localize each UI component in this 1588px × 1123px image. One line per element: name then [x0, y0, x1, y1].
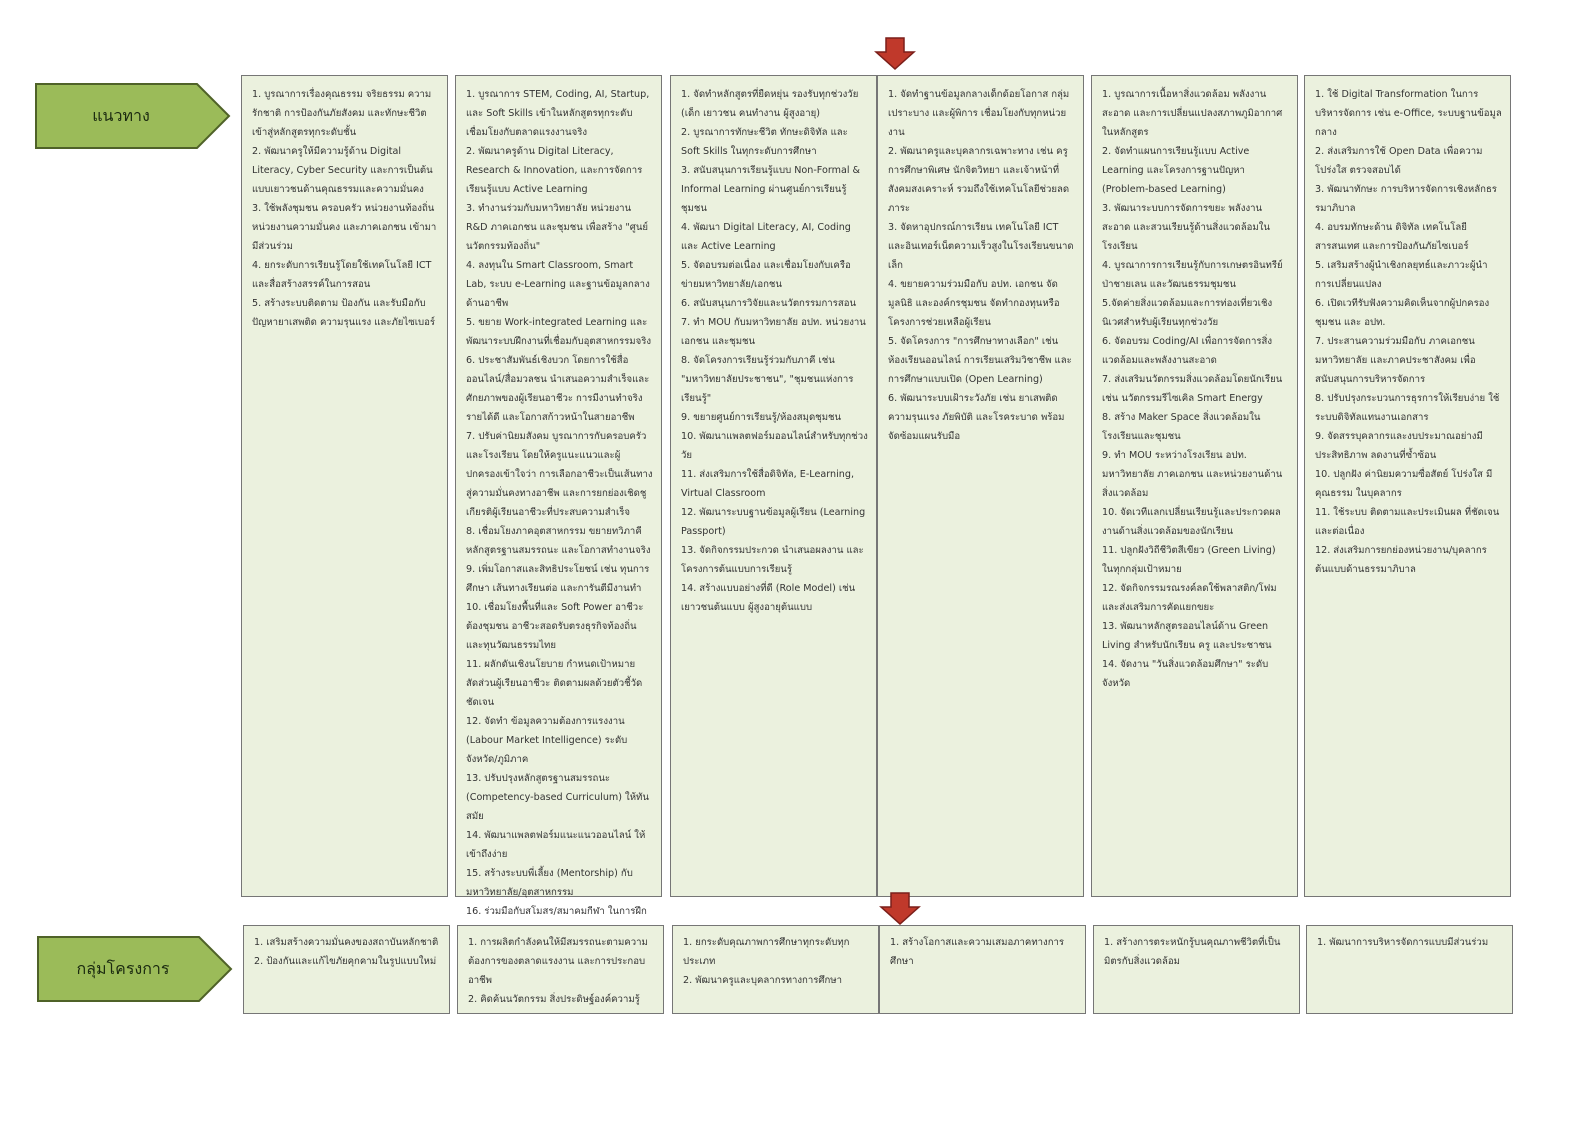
guideline-item: 3. พัฒนาทักษะ การบริหารจัดการเชิงหลักธรรมาภิบาล — [1315, 184, 1497, 214]
guideline-item: 5.จัดค่ายสิ่งแวดล้อมและการท่องเที่ยวเชิงนิเวศสำหรับผู้เรียนทุกช่วงวัย — [1102, 298, 1273, 328]
guideline-item: 2. ส่งเสริมการใช้ Open Data เพื่อความโปร่งใส ตรวจสอบได้ — [1315, 146, 1483, 176]
guideline-column-3 — [670, 75, 877, 897]
guideline-item: 3. ทำงานร่วมกับมหาวิทยาลัย หน่วยงาน R&D ภาคเอกชน และชุมชน เพื่อสร้าง "ศูนย์นวัตกรรมท้องถิ่น" — [466, 203, 649, 252]
project-item: 2. ป้องกันและแก้ไขภัยคุกคามในรูปแบบใหม่ — [254, 956, 437, 967]
project-group-box-2 — [457, 925, 664, 1014]
guideline-item: 5. จัดโครงการ "การศึกษาทางเลือก" เช่น ห้องเรียนออนไลน์ การเรียนเสริมวิชาชีพ และการศึกษาแบบเปิด (Open Learning) — [888, 336, 1072, 385]
guideline-item: 14. สร้างแบบอย่างที่ดี (Role Model) เช่น เยาวชนต้นแบบ ผู้สูงอายุต้นแบบ — [681, 583, 856, 613]
guideline-item: 4. บูรณาการการเรียนรู้กับการเกษตรอินทรีย์ ป่าชายเลน และวัฒนธรรมชุมชน — [1102, 260, 1283, 290]
guideline-item: 13. ปรับปรุงหลักสูตรฐานสมรรถนะ (Competency-based Curriculum) ให้ทันสมัย — [466, 773, 649, 822]
guideline-item: 6. จัดอบรม Coding/AI เพื่อการจัดการสิ่งแวดล้อมและพลังงานสะอาด — [1102, 336, 1273, 366]
guideline-item: 12. ส่งเสริมการยกย่องหน่วยงาน/บุคลากรต้นแบบด้านธรรมาภิบาล — [1315, 545, 1487, 575]
guideline-item: 13. พัฒนาหลักสูตรออนไลน์ด้าน Green Living สำหรับนักเรียน ครู และประชาชน — [1102, 621, 1272, 651]
guideline-item: 10. พัฒนาแพลตฟอร์มออนไลน์สำหรับทุกช่วงวัย — [681, 431, 868, 461]
guideline-item: 7. ประสานความร่วมมือกับ ภาคเอกชน มหาวิทยาลัย และภาคประชาสังคม เพื่อสนับสนุนการบริหารจัดการ — [1315, 336, 1476, 385]
guideline-item: 12. จัดทำ ข้อมูลความต้องการแรงงาน (Labour Market Intelligence) ระดับจังหวัด/ภูมิภาค — [466, 716, 628, 765]
project-item: 1. เสริมสร้างความมั่นคงของสถาบันหลักชาติ — [254, 937, 439, 948]
guideline-column-5 — [1091, 75, 1298, 897]
project-item: 1. พัฒนาการบริหารจัดการแบบมีส่วนร่วม — [1317, 937, 1489, 948]
guideline-item: 2. บูรณาการทักษะชีวิต ทักษะดิจิทัล และ Soft Skills ในทุกระดับการศึกษา — [681, 127, 848, 157]
guideline-item: 9. ขยายศูนย์การเรียนรู้/ห้องสมุดชุมชน — [681, 412, 842, 423]
guideline-column-6 — [1304, 75, 1511, 897]
guideline-item: 15. สร้างระบบพี่เลี้ยง (Mentorship) กับมหาวิทยาลัย/อุตสาหกรรม — [466, 868, 633, 898]
guideline-item: 11. ส่งเสริมการใช้สื่อดิจิทัล, E-Learning, Virtual Classroom — [681, 469, 854, 499]
guideline-item: 10. เชื่อมโยงพื้นที่และ Soft Power อาชีวะต้องชุมชน อาชีวะสอดรับตรงธุรกิจท้องถิ่น และทุนวัฒนธรรมไทย — [466, 602, 644, 651]
guideline-item: 8. เชื่อมโยงภาคอุตสาหกรรม ขยายทวิภาคี หลักสูตรฐานสมรรถนะ และโอกาสทำงานจริง — [466, 526, 651, 556]
guideline-item: 1. บูรณาการ STEM, Coding, AI, Startup, และ Soft Skills เข้าในหลักสูตรทุกระดับ เชื่อมโยงกับตลาดแรงงานจริง — [466, 89, 650, 138]
guideline-item: 9. จัดสรรบุคลากรและงบประมาณอย่างมีประสิทธิภาพ ลดงานที่ซ้ำซ้อน — [1315, 431, 1483, 461]
guideline-item: 1. จัดทำหลักสูตรที่ยืดหยุ่น รองรับทุกช่วงวัย (เด็ก เยาวชน คนทำงาน ผู้สูงอายุ) — [681, 89, 859, 119]
guideline-item: 10. ปลูกฝัง ค่านิยมความซื่อสัตย์ โปร่งใส มีคุณธรรม ในบุคลากร — [1315, 469, 1493, 499]
project-group-box-4 — [879, 925, 1086, 1014]
guideline-item: 16. ร่วมมือกับสโมสร/สมาคมกีฬา ในการฝึก — [466, 906, 647, 917]
guideline-item: 1. จัดทำฐานข้อมูลกลางเด็กด้อยโอกาส กลุ่มเปราะบาง และผู้พิการ เชื่อมโยงกับทุกหน่วยงาน — [888, 89, 1070, 138]
project-group-box-3 — [672, 925, 879, 1014]
guideline-item: 1. บูรณาการเนื้อหาสิ่งแวดล้อม พลังงานสะอาด และการเปลี่ยนแปลงสภาพภูมิอากาศในหลักสูตร — [1102, 89, 1283, 138]
guideline-item: 6. พัฒนาระบบเฝ้าระวังภัย เช่น ยาเสพติด ความรุนแรง ภัยพิบัติ และโรคระบาด พร้อมจัดซ้อมแผนรับมือ — [888, 393, 1065, 442]
project-item: 2. พัฒนาครูและบุคลากรทางการศึกษา — [683, 975, 843, 986]
project-item: 1. การผลิตกำลังคนให้มีสมรรถนะตามความต้องการของตลาดแรงงาน และการประกอบอาชีพ — [468, 937, 648, 986]
guidelines-label-arrow — [35, 83, 231, 149]
guideline-column-1 — [241, 75, 448, 897]
project-item: 2. คิดค้นนวัตกรรม สิ่งประดิษฐ์องค์ความรู้ — [468, 994, 640, 1005]
guideline-item: 8. ปรับปรุงกระบวนการธุรการให้เรียบง่าย ใช้ระบบดิจิทัลแทนงานเอกสาร — [1315, 393, 1500, 423]
guideline-item: 10. จัดเวทีแลกเปลี่ยนเรียนรู้และประกวดผลงานด้านสิ่งแวดล้อมของนักเรียน — [1102, 507, 1281, 537]
guideline-item: 9. ทำ MOU ระหว่างโรงเรียน อปท. มหาวิทยาลัย ภาคเอกชน และหน่วยงานด้านสิ่งแวดล้อม — [1102, 450, 1283, 499]
guideline-column-4 — [877, 75, 1084, 897]
guideline-item: 5. เสริมสร้างผู้นำเชิงกลยุทธ์และภาวะผู้นำการเปลี่ยนแปลง — [1315, 260, 1488, 290]
project-group-box-6 — [1306, 925, 1513, 1014]
guideline-item: 9. เพิ่มโอกาสและสิทธิประโยชน์ เช่น ทุนการศึกษา เส้นทางเรียนต่อ และการันตีมีงานทำ — [466, 564, 650, 594]
guideline-item: 6. สนับสนุนการวิจัยและนวัตกรรมการสอน — [681, 298, 857, 309]
guideline-item: 5. ขยาย Work-integrated Learning และพัฒนาระบบฝึกงานที่เชื่อมกับอุตสาหกรรมจริง — [466, 317, 652, 347]
guideline-item: 5. จัดอบรมต่อเนื่อง และเชื่อมโยงกับเครือข่ายมหาวิทยาลัย/เอกชน — [681, 260, 851, 290]
guideline-item: 13. จัดกิจกรรมประกวด นำเสนอผลงาน และโครงการต้นแบบการเรียนรู้ — [681, 545, 864, 575]
guideline-item: 3. จัดหาอุปกรณ์การเรียน เทคโนโลยี ICT และอินเทอร์เน็ตความเร็วสูงในโรงเรียนขนาดเล็ก — [888, 222, 1074, 271]
guideline-item: 11. ปลูกฝังวิถีชีวิตสีเขียว (Green Living) ในทุกกลุ่มเป้าหมาย — [1102, 545, 1276, 575]
guideline-item: 1. ใช้ Digital Transformation ในการบริหารจัดการ เช่น e-Office, ระบบฐานข้อมูลกลาง — [1315, 89, 1502, 138]
guideline-item: 14. พัฒนาแพลตฟอร์มแนะแนวออนไลน์ ให้เข้าถึงง่าย — [466, 830, 646, 860]
guideline-item: 8. สร้าง Maker Space สิ่งแวดล้อมในโรงเรียนและชุมชน — [1102, 412, 1261, 442]
guideline-item: 2. พัฒนาครูด้าน Digital Literacy, Research & Innovation, และการจัดการเรียนรู้แบบ Active Learning — [466, 146, 643, 195]
guideline-item: 11. ใช้ระบบ ติดตามและประเมินผล ที่ชัดเจนและต่อเนื่อง — [1315, 507, 1500, 537]
project-item: 1. ยกระดับคุณภาพการศึกษาทุกระดับทุกประเภท — [683, 937, 850, 967]
project-item: 1. สร้างโอกาสและความเสมอภาคทางการศึกษา — [890, 937, 1065, 967]
guideline-item: 4. ยกระดับการเรียนรู้โดยใช้เทคโนโลยี ICT และสื่อสร้างสรรค์ในการสอน — [252, 260, 432, 290]
guideline-item: 11. ผลักดันเชิงนโยบาย กำหนดเป้าหมายสัดส่วนผู้เรียนอาชีวะ ติดตามผลด้วยตัวชี้วัดชัดเจน — [466, 659, 643, 708]
guidelines-label: แนวทาง — [92, 105, 150, 125]
guideline-item: 7. ส่งเสริมนวัตกรรมสิ่งแวดล้อมโดยนักเรียน เช่น นวัตกรรมรีไซเคิล Smart Energy — [1102, 374, 1283, 404]
project-group-box-1 — [243, 925, 450, 1014]
guideline-item: 12. พัฒนาระบบฐานข้อมูลผู้เรียน (Learning Passport) — [681, 507, 866, 537]
project-item: 1. สร้างการตระหนักรู้บนคุณภาพชีวิตที่เป็นมิตรกับสิ่งแวดล้อม — [1104, 937, 1281, 967]
guideline-column-2 — [455, 75, 662, 917]
project-group-box-5 — [1093, 925, 1300, 1014]
guideline-item: 3. สนับสนุนการเรียนรู้แบบ Non-Formal & Informal Learning ผ่านศูนย์การเรียนรู้ชุมชน — [681, 165, 861, 214]
middle-down-arrow-icon — [880, 893, 920, 925]
guideline-item: 6. เปิดเวทีรับฟังความคิดเห็นจากผู้ปกครอง ชุมชน และ อปท. — [1315, 298, 1490, 328]
guideline-item: 2. จัดทำแผนการเรียนรู้แบบ Active Learning และโครงการฐานปัญหา (Problem-based Learning) — [1102, 146, 1250, 195]
projects-label: กลุ่มโครงการ — [76, 958, 170, 978]
top-down-arrow-icon — [875, 38, 915, 70]
guideline-item: 4. ลงทุนใน Smart Classroom, Smart Lab, ระบบ e-Learning และฐานข้อมูลกลางด้านอาชีพ — [466, 260, 650, 309]
guideline-item: 2. พัฒนาครูและบุคลากรเฉพาะทาง เช่น ครูการศึกษาพิเศษ นักจิตวิทยา และเจ้าหน้าที่สังคมสงเคราะห์ รวมถึงใช้เทคโนโลยีช่วยลดภาระ — [888, 146, 1070, 214]
guideline-item: 7. ทำ MOU กับมหาวิทยาลัย อปท. หน่วยงานเอกชน และชุมชน — [681, 317, 866, 347]
guideline-item: 4. ขยายความร่วมมือกับ อปท. เอกชน จัดมูลนิธิ และองค์กรชุมชน จัดทำกองทุนหรือโครงการช่วยเหลือผู้เรียน — [888, 279, 1060, 328]
guideline-item: 7. ปรับค่านิยมสังคม บูรณาการกับครอบครัวและโรงเรียน โดยให้ครูแนะแนวและผู้ปกครองเข้าใจว่า การเลือกอาชีวะเป็นเส้นทางสู่ความมั่นคงทางอาชีพ และการยกย่องเชิดชูเกียรติผู้เรียนอาชีวะที่ประสบความสำเร็จ — [466, 431, 653, 518]
guideline-item: 14. จัดงาน "วันสิ่งแวดล้อมศึกษา" ระดับจังหวัด — [1102, 659, 1269, 689]
guideline-item: 6. ประชาสัมพันธ์เชิงบวก โดยการใช้สื่อออนไลน์/สื่อมวลชน นำเสนอความสำเร็จและศักยภาพของผู้เรียนอาชีวะ การมีงานทำจริง รายได้ดี และโอกาสก้าวหน้าในสายอาชีพ — [466, 355, 650, 423]
guideline-item: 3. ใช้พลังชุมชน ครอบครัว หน่วยงานท้องถิ่น หน่วยงานความมั่นคง และภาคเอกชน เข้ามามีส่วนร่วม — [252, 203, 437, 252]
guideline-item: 3. พัฒนาระบบการจัดการขยะ พลังงานสะอาด และสวนเรียนรู้ด้านสิ่งแวดล้อมในโรงเรียน — [1102, 203, 1270, 252]
guideline-item: 4. อบรมทักษะด้าน ดิจิทัล เทคโนโลยีสารสนเทศ และการป้องกันภัยไซเบอร์ — [1315, 222, 1469, 252]
guideline-item: 4. พัฒนา Digital Literacy, AI, Coding และ Active Learning — [681, 222, 851, 252]
guideline-item: 2. พัฒนาครูให้มีความรู้ด้าน Digital Literacy, Cyber Security และการเป็นต้นแบบเยาวชนด้านคุณธรรมและความมั่นคง — [252, 146, 433, 195]
guideline-item: 5. สร้างระบบติดตาม ป้องกัน และรับมือกับปัญหายาเสพติด ความรุนแรง และภัยไซเบอร์ — [252, 298, 436, 328]
projects-label-arrow — [37, 936, 233, 1002]
guideline-item: 8. จัดโครงการเรียนรู้ร่วมกับภาคี เช่น "มหาวิทยาลัยประชาชน", "ชุมชนแห่งการเรียนรู้" — [681, 355, 854, 404]
guideline-item: 12. จัดกิจกรรมรณรงค์ลดใช้พลาสติก/โฟม และส่งเสริมการคัดแยกขยะ — [1102, 583, 1277, 613]
guideline-item: 1. บูรณาการเรื่องคุณธรรม จริยธรรม ความรักชาติ การป้องกันภัยสังคม และทักษะชีวิต เข้าสู่หลักสูตรทุกระดับชั้น — [252, 89, 432, 138]
